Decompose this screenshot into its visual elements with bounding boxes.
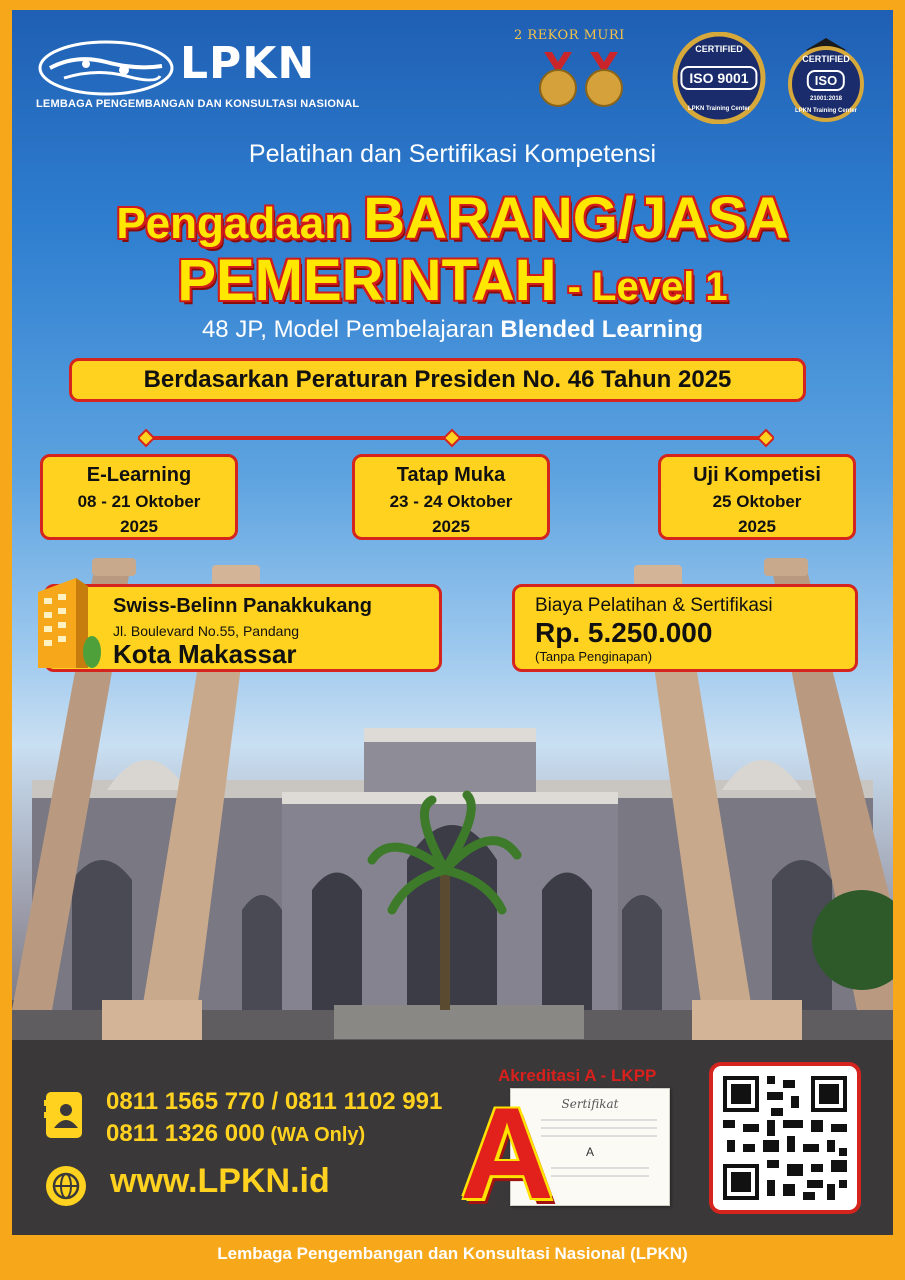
- schedule-year: 2025: [120, 517, 158, 536]
- title-line-1-lead: Pengadaan: [116, 199, 364, 248]
- whatsapp-number-value: 0811 1326 000: [106, 1120, 265, 1147]
- whatsapp-number[interactable]: [106, 1120, 365, 1148]
- accreditation-grade: A: [460, 1080, 554, 1226]
- footer-organization: Lembaga Pengembangan dan Konsultasi Nasional (LPKN): [217, 1244, 688, 1263]
- lpkn-globe-logo: [36, 38, 176, 98]
- schedule-card-tatap-muka: [352, 454, 550, 540]
- qr-code[interactable]: [709, 1062, 861, 1214]
- brand-tagline: LEMBAGA PENGEMBANGAN DAN KONSULTASI NASIONAL: [36, 98, 360, 110]
- medal-icon: [536, 52, 580, 108]
- venue-name: Swiss-Belinn Panakkukang: [113, 595, 372, 617]
- globe-icon: [44, 1164, 88, 1208]
- program-format: [12, 316, 893, 344]
- program-subtitle: Pelatihan dan Sertifikasi Kompetensi: [248, 140, 657, 168]
- iso-21001-label: ISO: [807, 70, 845, 91]
- program-hours: 48 JP, Model Pembelajaran: [201, 316, 501, 343]
- venue-address: Jl. Boulevard No.55, Pandang: [113, 623, 300, 639]
- schedule-year: 2025: [738, 517, 776, 536]
- iso-21001-badge: [786, 32, 866, 124]
- brand-name: LPKN: [180, 38, 316, 89]
- schedule-timeline-connector: [138, 428, 774, 448]
- title-line-2: [12, 248, 893, 313]
- medal-icon: [582, 52, 626, 108]
- schedule-label: E-Learning: [86, 464, 192, 486]
- poster-panel: [12, 10, 893, 1235]
- venue-city: Kota Makassar: [113, 639, 297, 669]
- schedule-dates: 25 Oktober: [712, 492, 802, 511]
- accreditation-label: Akreditasi A - LKPP: [498, 1066, 657, 1085]
- iso-9001-issuer: LPKN Training Center: [687, 106, 750, 112]
- schedule-card-elearning: [40, 454, 238, 540]
- schedule-dates: 23 - 24 Oktober: [389, 492, 513, 511]
- schedule-year: 2025: [432, 517, 470, 536]
- venue-card: [44, 584, 442, 672]
- phone-numbers[interactable]: 0811 1565 770 / 0811 1102 991: [106, 1088, 443, 1115]
- iso-9001-label: ISO 9001: [680, 66, 757, 90]
- certificate-grade: A: [585, 1145, 594, 1159]
- regulation-banner: Berdasarkan Peraturan Presiden No. 46 Tahun 2025: [69, 358, 806, 402]
- title-line-2-level: - Level 1: [556, 265, 728, 309]
- fee-label: Biaya Pelatihan & Sertifikasi: [535, 595, 773, 616]
- qr-code-pattern: [719, 1072, 851, 1204]
- schedule-label: Uji Kompetisi: [693, 464, 821, 486]
- fee-price: Rp. 5.250.000: [535, 617, 713, 648]
- fee-card: [512, 584, 858, 672]
- iso-21001-certified: CERTIFIED: [802, 54, 850, 64]
- iso-21001-standard: 21001:2018: [809, 96, 843, 102]
- iso-9001-certified: CERTIFIED: [695, 44, 743, 54]
- schedule-label: Tatap Muka: [396, 464, 506, 486]
- iso-9001-badge: [669, 32, 769, 124]
- contact-book-icon: [44, 1090, 84, 1140]
- building-icon: [32, 572, 102, 672]
- whatsapp-note: (WA Only): [264, 1124, 366, 1146]
- website-link[interactable]: www.LPKN.id: [110, 1162, 330, 1200]
- certificate-title: Sertifikat: [561, 1097, 619, 1111]
- learning-model: Blended Learning: [500, 316, 704, 343]
- schedule-dates: 08 - 21 Oktober: [77, 492, 201, 511]
- iso-21001-issuer: LPKN Training Center: [794, 108, 857, 114]
- schedule-card-uji-kompetisi: [658, 454, 856, 540]
- fee-note: (Tanpa Penginapan): [535, 649, 653, 664]
- muri-record-label: 2 REKOR MURI: [514, 28, 625, 43]
- title-line-2-main: PEMERINTAH: [177, 248, 557, 313]
- title-line-1: [12, 186, 893, 251]
- title-line-1-main: BARANG/JASA: [363, 186, 789, 251]
